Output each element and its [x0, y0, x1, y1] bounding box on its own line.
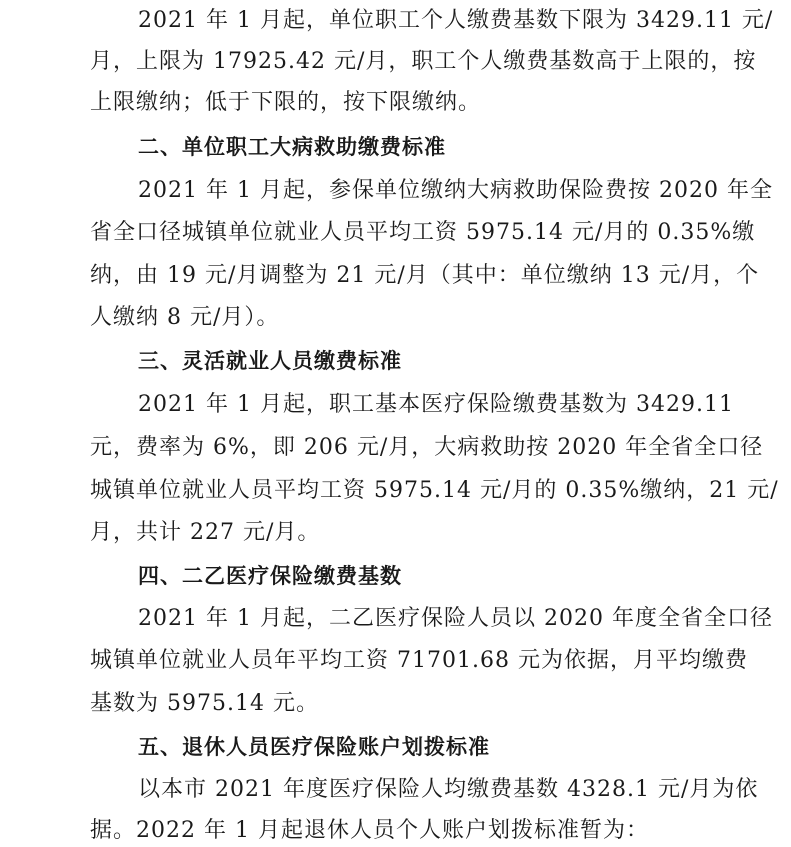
paragraph-line: 月，共计 227 元/月。 — [90, 520, 321, 545]
paragraph-line: 月，上限为 17925.42 元/月，职工个人缴费基数高于上限的，按 — [90, 49, 757, 74]
paragraph-line: 纳，由 19 元/月调整为 21 元/月（其中：单位缴纳 13 元/月，个 — [90, 263, 760, 288]
paragraph-line: 人缴纳 8 元/月）。 — [90, 305, 280, 330]
section-heading-4: 四、二乙医疗保险缴费基数 — [138, 564, 402, 588]
paragraph-line: 省全口径城镇单位就业人员平均工资 5975.14 元/月的 0.35%缴 — [90, 220, 756, 245]
paragraph-line: 元，费率为 6%，即 206 元/月，大病救助按 2020 年全省全口径 — [90, 435, 764, 460]
paragraph-line: 2021 年 1 月起，二乙医疗保险人员以 2020 年度全省全口径 — [138, 606, 773, 631]
paragraph-line: 2021 年 1 月起，单位职工个人缴费基数下限为 3429.11 元/ — [138, 8, 774, 33]
paragraph-line: 2021 年 1 月起，参保单位缴纳大病救助保险费按 2020 年全 — [138, 178, 773, 203]
section-heading-3: 三、灵活就业人员缴费标准 — [138, 349, 402, 373]
paragraph-line: 2021 年 1 月起，职工基本医疗保险缴费基数为 3429.11 — [138, 392, 734, 417]
paragraph-line: 城镇单位就业人员平均工资 5975.14 元/月的 0.35%缴纳，21 元/ — [90, 478, 779, 503]
paragraph-line: 基数为 5975.14 元。 — [90, 691, 319, 716]
paragraph-line: 据。2022 年 1 月起退休人员个人账户划拨标准暂为： — [90, 818, 649, 843]
section-heading-5: 五、退休人员医疗保险账户划拨标准 — [138, 735, 490, 759]
section-heading-2: 二、单位职工大病救助缴费标准 — [138, 135, 446, 159]
paragraph-line: 上限缴纳；低于下限的，按下限缴纳。 — [90, 90, 482, 115]
paragraph-line: 以本市 2021 年度医疗保险人均缴费基数 4328.1 元/月为依 — [138, 777, 759, 802]
paragraph-line: 城镇单位就业人员年平均工资 71701.68 元为依据，月平均缴费 — [90, 648, 748, 673]
